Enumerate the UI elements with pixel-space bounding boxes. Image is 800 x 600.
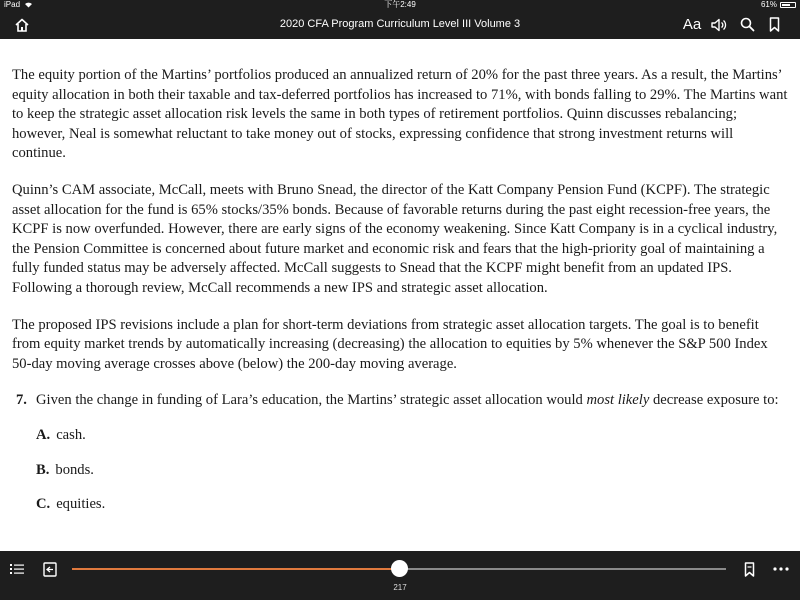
option-text: cash. bbox=[56, 426, 86, 443]
bookmarks-list-button[interactable] bbox=[740, 559, 758, 579]
battery-icon bbox=[780, 2, 796, 8]
question-text bbox=[36, 392, 779, 408]
page-content bbox=[12, 66, 788, 515]
answer-option-a bbox=[12, 426, 788, 446]
paragraph: The equity portion of the Martins’ portfolios produced an annualized return of 20% for the past three years. As a result, the Martins’ equity allocation in both their taxable and tax-deferred portfolios has increased to 71%, with bonds falling to 29%. The Martins want to keep the strategic asset allocation risk levels the same in both types of retirement portfolios. Quinn discusses rebalancing; however, Neal is somewhat reluctant to take money out of stocks, expressing confidence that strong investment returns will continue. bbox=[12, 67, 788, 162]
option-text: equities. bbox=[56, 496, 106, 513]
question bbox=[12, 391, 788, 411]
slider-handle[interactable] bbox=[391, 560, 408, 577]
option-letter: C. bbox=[36, 496, 51, 513]
text-size-label: Aa bbox=[682, 16, 702, 33]
paragraph: The proposed IPS revisions include a plan for short-term deviations from strategic asset allocation targets. The goal is to benefit from equity market trends by automatically increasing (decreasing) the allocation to equities by 5% whenever the S&P 500 Index 50-day moving average crosses above (below) the 200-day moving average. bbox=[12, 316, 768, 372]
battery-percent: 61% bbox=[760, 0, 777, 9]
search-button[interactable] bbox=[737, 14, 757, 35]
paragraph: Quinn’s CAM associate, McCall, meets with Bruno Snead, the director of the Katt Company Pension Fund (KCPF). The strategic asset allocation for the fund is 65% stocks/35% bonds. Because of favorable returns during the past eight recession-free years, the KCPF is now overfunded. However, there are early signs of the economy weakening. Since Katt Company is in a cyclical industry, the Pension Committee is concerned about future market and economic risk and fears that the high-priority goal of maintaining a fully funded status may be adversely affected. McCall suggests to Snead that the KCPF might benefit from an updated IPS. Following a thorough review, McCall recommends a new IPS and strategic asset allocation. bbox=[12, 181, 778, 296]
table-of-contents-button[interactable] bbox=[8, 560, 26, 578]
book-title: 2020 CFA Program Curriculum Level III Volume 3 bbox=[279, 18, 521, 30]
list-icon bbox=[10, 563, 24, 575]
device-name: iPad bbox=[4, 0, 21, 9]
bookmark-button[interactable] bbox=[765, 14, 783, 35]
page-number: 217 bbox=[393, 583, 407, 592]
page-view-button[interactable] bbox=[40, 559, 60, 579]
option-text: bonds. bbox=[55, 461, 94, 478]
question-text-part: Given the change in funding of Lara’s education, the Martins’ strategic asset allocation would bbox=[36, 392, 587, 409]
status-time: 下午2:49 bbox=[384, 0, 416, 9]
question-text-part: decrease exposure to: bbox=[649, 392, 779, 409]
bookmark-list-icon bbox=[744, 562, 755, 577]
bookmark-icon bbox=[769, 17, 780, 32]
status-bar bbox=[0, 0, 800, 10]
speaker-icon bbox=[711, 18, 728, 32]
page-back-icon bbox=[43, 562, 57, 577]
option-letter: B. bbox=[36, 461, 50, 478]
text-size-button[interactable] bbox=[680, 14, 704, 35]
question-number: 7. bbox=[16, 392, 27, 409]
page-slider[interactable] bbox=[72, 568, 726, 570]
battery-status bbox=[761, 0, 796, 10]
reader-toolbar bbox=[0, 10, 800, 39]
reader-footer bbox=[0, 551, 800, 600]
slider-progress bbox=[72, 568, 399, 570]
more-button[interactable] bbox=[770, 559, 792, 579]
option-letter: A. bbox=[36, 426, 51, 443]
read-aloud-button[interactable] bbox=[709, 14, 729, 35]
question-emphasis: most likely bbox=[586, 392, 650, 409]
more-icon bbox=[773, 567, 789, 571]
search-icon bbox=[740, 17, 755, 32]
answer-option-b bbox=[12, 461, 788, 481]
answer-option-c bbox=[12, 495, 788, 515]
